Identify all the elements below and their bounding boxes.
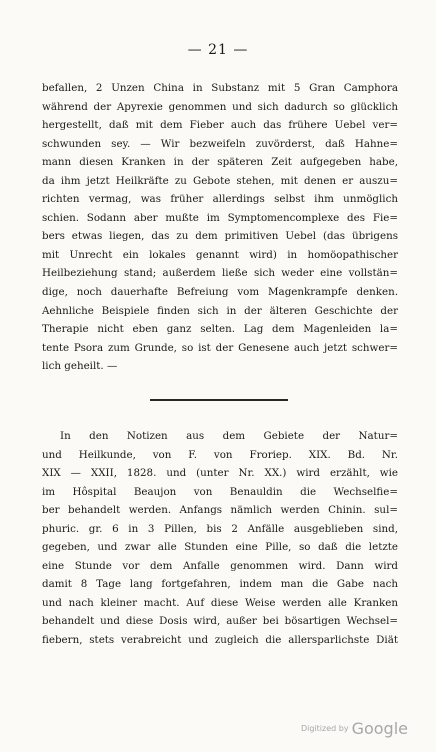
digitized-by-google-watermark	[301, 718, 408, 738]
text-line: gegeben, und zwar alle Stunden eine Pille, so daß die letzte	[42, 541, 398, 554]
text-line: tente Psora zum Grunde, so ist der Genesene auch jetzt schwer=	[42, 341, 398, 354]
text-line: In den Notizen aus dem Gebiete der Natur=	[60, 430, 398, 442]
text-line: hergestellt, daß mit dem Fieber auch das frühere Uebel ver=	[42, 119, 398, 132]
text-line: mann diesen Kranken in der späteren Zeit aufgegeben habe,	[42, 156, 398, 169]
text-line: da ihm jetzt Heilkräfte zu Gebote stehen, mit denen er auszu=	[42, 174, 398, 187]
text-line: befallen, 2 Unzen China in Substanz mit 5 Gran Camphora	[42, 82, 398, 94]
text-line: behandelt und diese Dosis wird, außer bei bösartigen Wechsel=	[42, 615, 398, 628]
text-line: dige, noch dauerhafte Befreiung vom Magenkrampfe denken.	[42, 286, 398, 299]
paragraph-2	[42, 427, 398, 650]
paragraph-1	[42, 79, 398, 376]
text-line: eine Stunde vor dem Anfalle genommen wird. Dann wird	[42, 559, 398, 572]
text-line: schwunden sey. — Wir bezweifeln zuvörderst, daß Hahne=	[42, 137, 398, 150]
text-line: ber behandelt werden. Anfangs nämlich werden Chinin. sul=	[42, 504, 398, 517]
text-line: Therapie nicht eben ganz selten. Lag dem Magenleiden la=	[42, 323, 398, 336]
text-line: und Heilkunde, von F. von Froriep. XIX. Bd. Nr.	[42, 448, 398, 461]
text-line: fiebern, stets verabreicht und zugleich die allersparlichste Diät	[42, 634, 398, 647]
text-line: mit Unrecht ein lokales genannt wird) in homöopathischer	[42, 248, 398, 261]
section-divider	[150, 399, 288, 401]
text-line: während der Apyrexie genommen und sich dadurch so glücklich	[42, 100, 398, 113]
text-line: Aehnliche Beispiele finden sich in der älteren Geschichte der	[42, 304, 398, 317]
text-line: lich geheilt. —	[42, 360, 118, 373]
text-line: und nach kleiner macht. Auf diese Weise werden alle Kranken	[42, 596, 398, 609]
text-line: XIX — XXII, 1828. und (unter Nr. XX.) wird erzählt, wie	[42, 467, 398, 480]
text-line: bers etwas liegen, das zu dem primitiven Uebel (das übrigens	[42, 230, 398, 243]
page-number: — 21 —	[187, 42, 249, 58]
text-line: damit 8 Tage lang fortgefahren, indem man die Gabe nach	[42, 578, 398, 591]
watermark-prefix: Digitized by	[300, 724, 349, 733]
text-line: richten vermag, was früher allerdings selbst ihm unmöglich	[42, 193, 398, 206]
text-line: im Hôspital Beaujon von Benauldin die Wechselfie=	[42, 485, 398, 498]
watermark-brand: Google	[351, 719, 408, 738]
text-line: phuric. gr. 6 in 3 Pillen, bis 2 Anfälle ausgeblieben sind,	[42, 522, 398, 535]
text-line: Heilbeziehung stand; außerdem ließe sich weder eine vollstän=	[42, 267, 398, 280]
text-line: schien. Sodann aber mußte im Symptomencomplexe des Fie=	[42, 211, 398, 224]
